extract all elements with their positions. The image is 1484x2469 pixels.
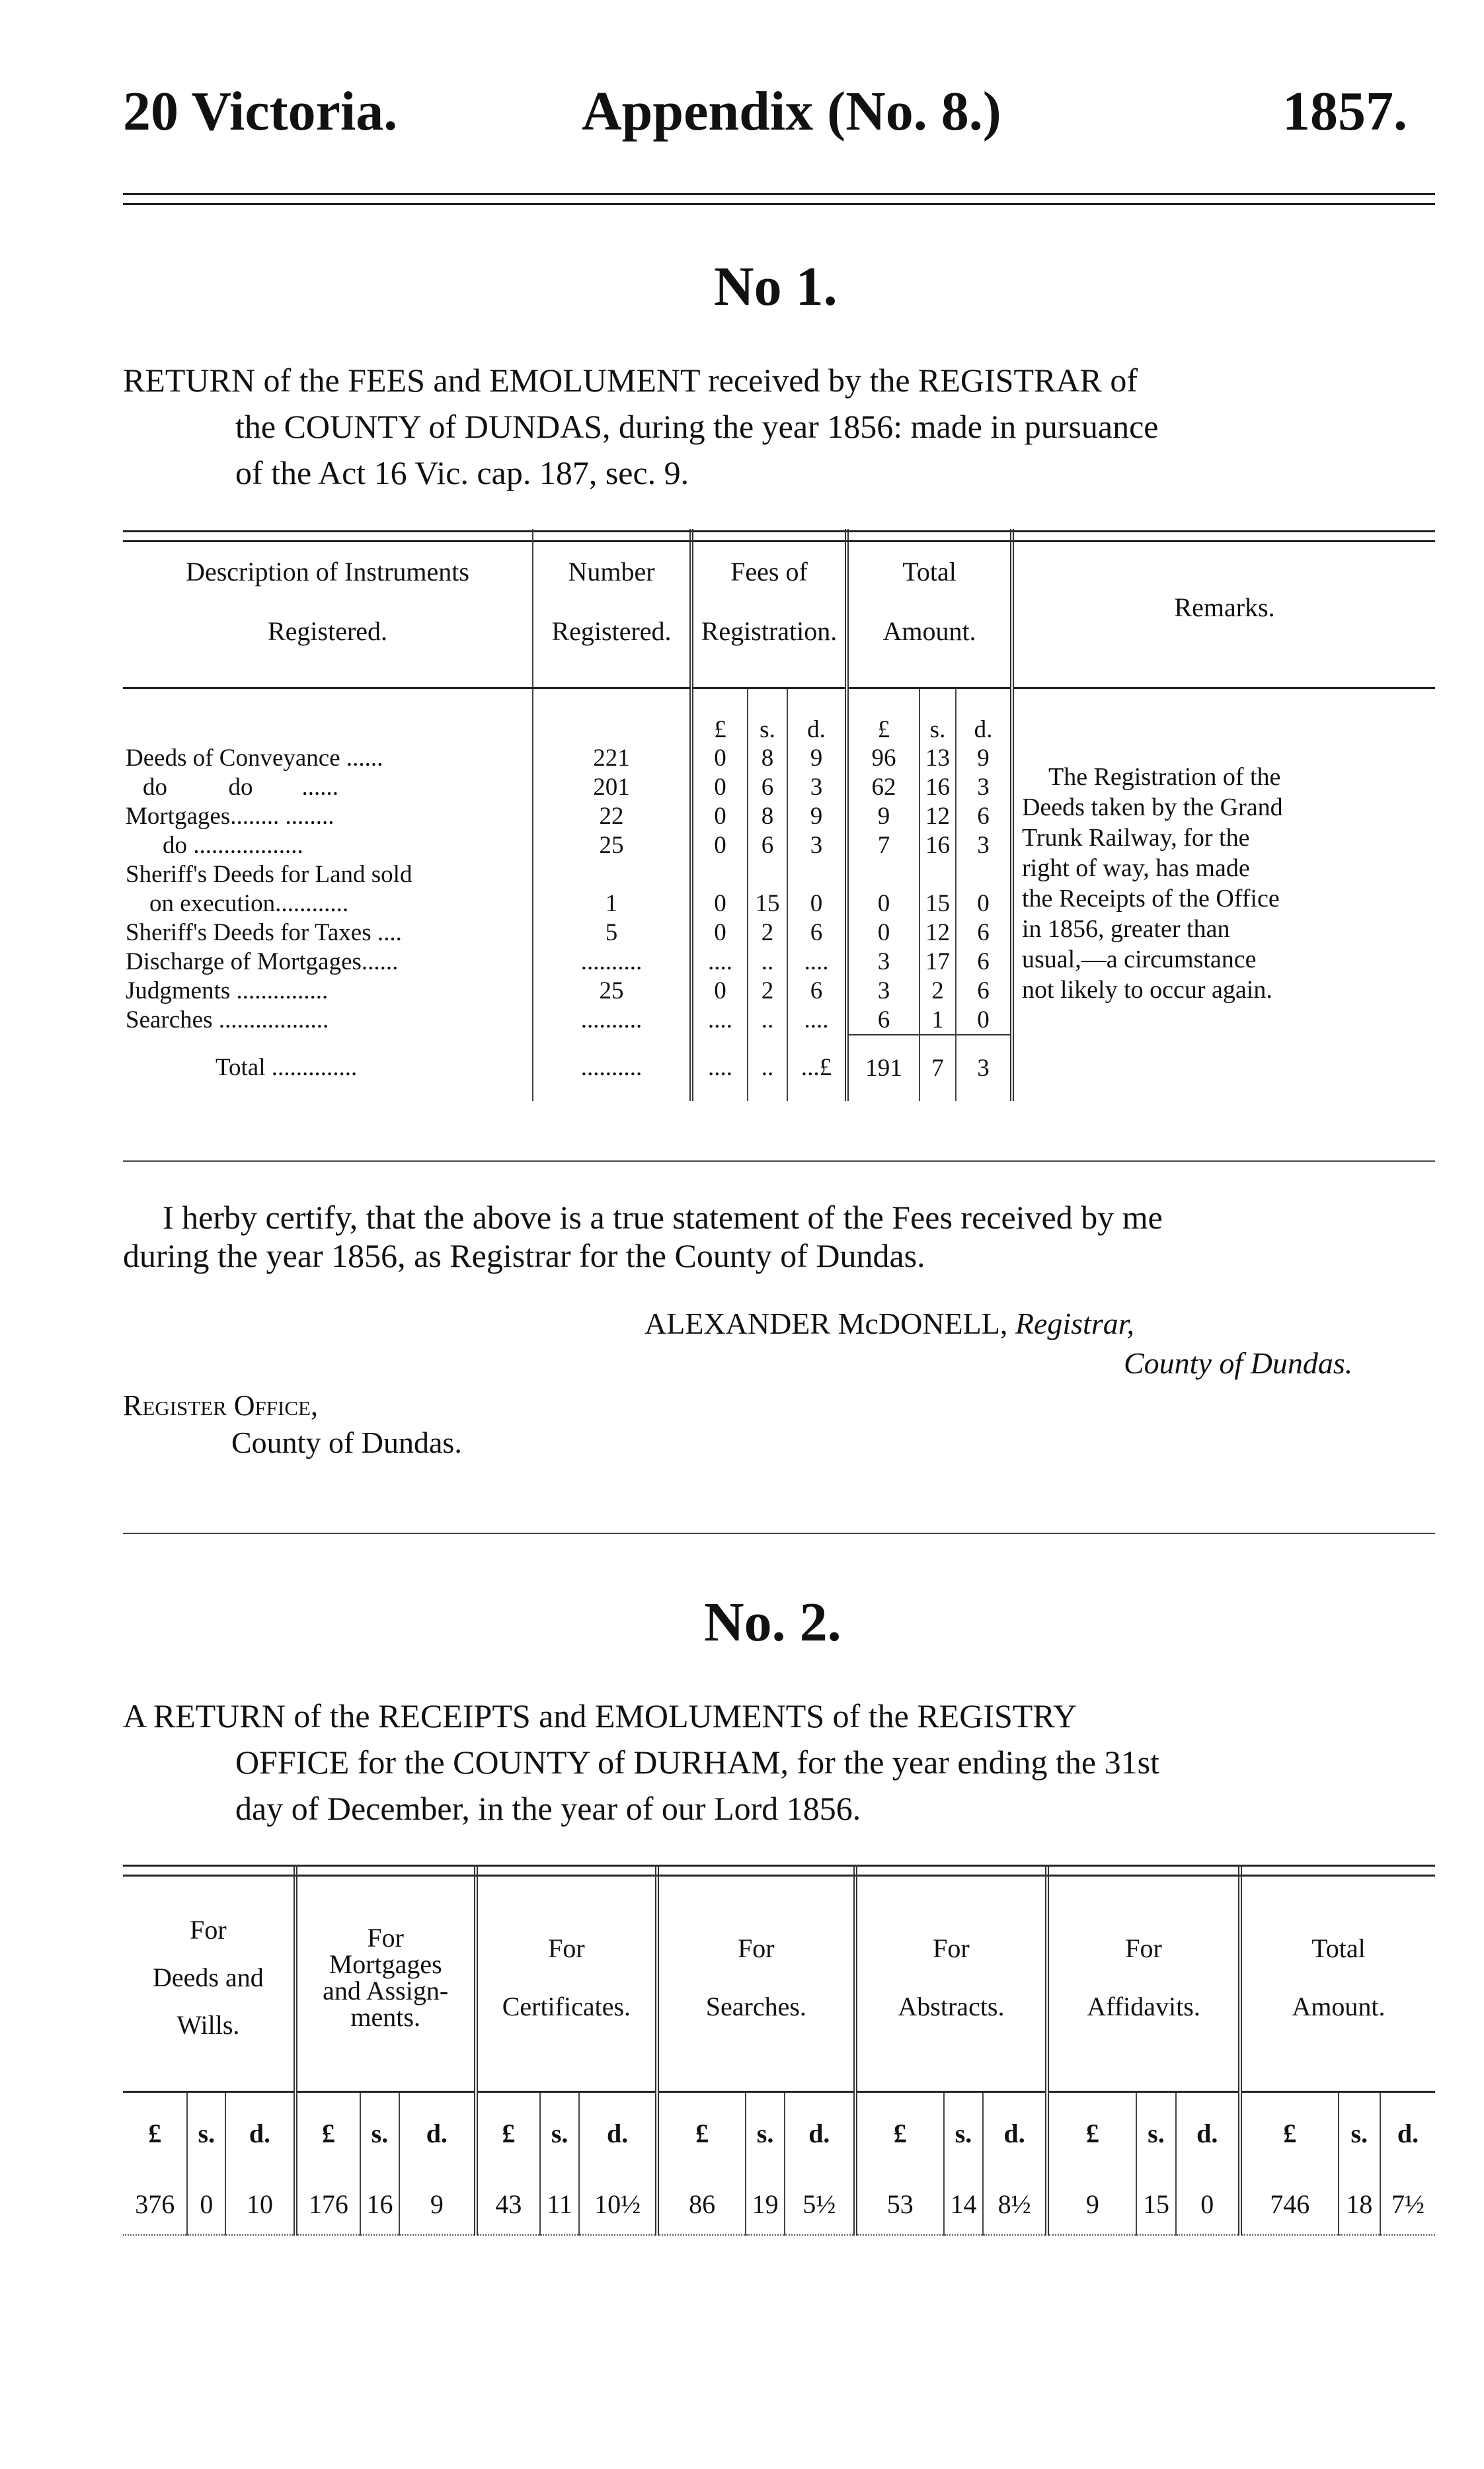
row-fee-s: .. bbox=[748, 1006, 787, 1035]
row-number: 22 bbox=[533, 802, 691, 831]
row-fee-s: 6 bbox=[748, 831, 787, 860]
receipts-table bbox=[123, 1865, 1435, 2236]
unit-shilling: s. bbox=[540, 2092, 579, 2174]
section2-intro-line2: OFFICE for the COUNTY of DURHAM, for the year ending the 31st bbox=[235, 1744, 1159, 1781]
unit-shilling: s. bbox=[919, 688, 956, 744]
unit-pence: d. bbox=[1176, 2092, 1240, 2174]
row-fee-s: 8 bbox=[748, 802, 787, 831]
row-desc: Discharge of Mortgages...... bbox=[123, 948, 533, 977]
signature-title: Registrar, bbox=[1015, 1307, 1135, 1340]
unit-pence: d. bbox=[225, 2092, 295, 2174]
unit-pound: £ bbox=[476, 2092, 540, 2174]
section1-intro-line3: of the Act 16 Vic. cap. 187, sec. 9. bbox=[235, 454, 689, 491]
col-certificates bbox=[476, 1865, 658, 2092]
row-fee-d: .... bbox=[787, 1006, 847, 1035]
col-number-line1: Number bbox=[568, 557, 655, 587]
row-fee-d: 0 bbox=[787, 889, 847, 918]
row-desc: on execution............ bbox=[123, 889, 533, 918]
row-tot-l: 6 bbox=[847, 1006, 919, 1035]
unit-pound: £ bbox=[123, 2092, 187, 2174]
col-mortgages-line2: Mortgages bbox=[329, 1949, 442, 1979]
section1-intro bbox=[123, 357, 1435, 496]
abstracts-shillings: 14 bbox=[944, 2173, 983, 2235]
row-fee-l bbox=[691, 860, 748, 889]
remarks-line: Trunk Railway, for the bbox=[1022, 823, 1250, 852]
row-desc: Sheriff's Deeds for Taxes .... bbox=[123, 918, 533, 948]
abstracts-pence: 8½ bbox=[983, 2173, 1047, 2235]
section2-intro bbox=[123, 1693, 1435, 1832]
row-fee-l: .... bbox=[691, 1006, 748, 1035]
row-tot-d: 3 bbox=[956, 773, 1012, 802]
row-number: 1 bbox=[533, 889, 691, 918]
row-fee-d bbox=[787, 860, 847, 889]
col-deeds-wills-line1: For bbox=[190, 1915, 227, 1945]
total-tot-d: 3 bbox=[956, 1035, 1012, 1101]
col-mortgages bbox=[295, 1865, 476, 2092]
row-tot-l: 62 bbox=[847, 773, 919, 802]
col-fees-line1: Fees of bbox=[730, 557, 808, 587]
col-affidavits bbox=[1047, 1865, 1240, 2092]
section-divider bbox=[123, 1533, 1435, 1534]
total-tot-l: 191 bbox=[847, 1035, 919, 1101]
col-abstracts-line2: Abstracts. bbox=[898, 1992, 1005, 2021]
remarks-cell bbox=[1012, 688, 1435, 1035]
unit-pound: £ bbox=[691, 688, 748, 744]
cert-line2: during the year 1856, as Registrar for the County of Dundas. bbox=[123, 1237, 925, 1274]
row-fee-d: 3 bbox=[787, 831, 847, 860]
row-tot-d: 9 bbox=[956, 744, 1012, 773]
row-fee-l: .... bbox=[691, 948, 748, 977]
office-line2: County of Dundas. bbox=[231, 1426, 462, 1459]
col-total-line2: Amount. bbox=[882, 616, 976, 646]
row-number: 201 bbox=[533, 773, 691, 802]
row-desc: do do ...... bbox=[123, 773, 533, 802]
signature-county: County of Dundas. bbox=[1124, 1346, 1353, 1380]
row-tot-l: 9 bbox=[847, 802, 919, 831]
total-fee-s: .. bbox=[748, 1035, 787, 1101]
col-total-amount-line1: Total bbox=[1311, 1933, 1366, 1963]
row-tot-s: 16 bbox=[919, 773, 956, 802]
col-total-amount bbox=[1240, 1865, 1435, 2092]
unit-pence: d. bbox=[956, 688, 1012, 744]
unit-shilling: s. bbox=[944, 2092, 983, 2174]
signature bbox=[644, 1306, 1134, 1341]
section1-title: No 1. bbox=[714, 256, 838, 317]
row-fee-l: 0 bbox=[691, 744, 748, 773]
unit-pound: £ bbox=[847, 688, 919, 744]
row-desc: do .................. bbox=[123, 831, 533, 860]
row-tot-l: 96 bbox=[847, 744, 919, 773]
unit-pound: £ bbox=[855, 2092, 944, 2174]
col-abstracts-line1: For bbox=[933, 1933, 970, 1963]
col-total bbox=[847, 529, 1012, 688]
row-fee-d: 6 bbox=[787, 918, 847, 948]
total-shillings: 18 bbox=[1339, 2173, 1381, 2235]
row-desc: Searches .................. bbox=[123, 1006, 533, 1035]
row-fee-s: 8 bbox=[748, 744, 787, 773]
col-description bbox=[123, 529, 533, 688]
row-number: 25 bbox=[533, 831, 691, 860]
col-deeds-wills-line3: Wills. bbox=[176, 2010, 240, 2040]
row-tot-s: 15 bbox=[919, 889, 956, 918]
total-tot-s: 7 bbox=[919, 1035, 956, 1101]
remarks-line: usual,—a circumstance bbox=[1022, 945, 1257, 973]
total-fee-d: ...£ bbox=[787, 1035, 847, 1101]
row-number: 5 bbox=[533, 918, 691, 948]
row-desc: Deeds of Conveyance ...... bbox=[123, 744, 533, 773]
table1-bottom-rule bbox=[123, 1160, 1435, 1162]
remarks-line: The Registration of the bbox=[1048, 762, 1281, 791]
row-number: 221 bbox=[533, 744, 691, 773]
row-number bbox=[533, 860, 691, 889]
col-affidavits-line2: Affidavits. bbox=[1087, 1992, 1200, 2021]
mortgages-shillings: 16 bbox=[360, 2173, 399, 2235]
row-tot-l: 0 bbox=[847, 889, 919, 918]
row-tot-d: 0 bbox=[956, 1006, 1012, 1035]
row-fee-s: 6 bbox=[748, 773, 787, 802]
unit-pound: £ bbox=[1240, 2092, 1339, 2174]
unit-pence: d. bbox=[1397, 2118, 1419, 2148]
mortgages-pounds: 176 bbox=[295, 2173, 360, 2235]
col-deeds-wills bbox=[123, 1865, 295, 2092]
row-desc: Mortgages........ ........ bbox=[123, 802, 533, 831]
row-fee-s: 2 bbox=[748, 977, 787, 1006]
certificates-pounds: 43 bbox=[476, 2173, 540, 2235]
affidavits-shillings: 15 bbox=[1136, 2173, 1175, 2235]
row-fee-l: 0 bbox=[691, 773, 748, 802]
col-total-amount-line2: Amount. bbox=[1292, 1992, 1386, 2021]
total-remarks-spacer bbox=[1012, 1035, 1435, 1101]
col-certificates-line2: Certificates. bbox=[502, 1992, 631, 2021]
section2-intro-line3: day of December, in the year of our Lord 1856. bbox=[235, 1790, 861, 1827]
unit-pence: d. bbox=[785, 2092, 855, 2174]
row-number: .......... bbox=[533, 1006, 691, 1035]
unit-pence: d. bbox=[983, 2092, 1047, 2174]
col-description-line2: Registered. bbox=[267, 616, 388, 646]
col-abstracts bbox=[855, 1865, 1048, 2092]
signature-name: ALEXANDER McDONELL, bbox=[644, 1307, 1008, 1340]
header-left: 20 Victoria. bbox=[123, 81, 398, 142]
unit-pence: d. bbox=[579, 2092, 657, 2174]
unit-shilling: s. bbox=[187, 2092, 225, 2174]
col-mortgages-line3: and Assign- bbox=[323, 1976, 449, 2005]
col-mortgages-line1: For bbox=[367, 1923, 404, 1953]
row-tot-s: 16 bbox=[919, 831, 956, 860]
row-fee-l: 0 bbox=[691, 918, 748, 948]
row-tot-d: 0 bbox=[956, 889, 1012, 918]
row-fee-d: 6 bbox=[787, 977, 847, 1006]
row-tot-l bbox=[847, 860, 919, 889]
header-rule bbox=[123, 193, 1435, 205]
row-fee-s: 2 bbox=[748, 918, 787, 948]
row-tot-s: 17 bbox=[919, 948, 956, 977]
total-row bbox=[123, 1035, 1435, 1101]
header-center: Appendix (No. 8.) bbox=[582, 81, 1001, 142]
cert-line1: I herby certify, that the above is a true statement of the Fees received by me bbox=[163, 1199, 1163, 1236]
row-tot-d: 6 bbox=[956, 948, 1012, 977]
total-fee-l: .... bbox=[691, 1035, 748, 1101]
row-tot-d: 6 bbox=[956, 802, 1012, 831]
row-fee-d: .... bbox=[787, 948, 847, 977]
unit-pound: £ bbox=[295, 2092, 360, 2174]
deeds-pence: 10 bbox=[225, 2173, 295, 2235]
row-tot-l: 3 bbox=[847, 948, 919, 977]
row-desc: Judgments ............... bbox=[123, 977, 533, 1006]
row-tot-d: 3 bbox=[956, 831, 1012, 860]
row-tot-d: 6 bbox=[956, 977, 1012, 1006]
col-searches-line1: For bbox=[738, 1933, 775, 1963]
remarks-line: not likely to occur again. bbox=[1022, 975, 1272, 1004]
affidavits-pence: 0 bbox=[1176, 2173, 1240, 2235]
row-fee-s: 15 bbox=[748, 889, 787, 918]
row-tot-d bbox=[956, 860, 1012, 889]
fees-table bbox=[123, 529, 1435, 1101]
certification bbox=[123, 1198, 1435, 1275]
unit-pence: d. bbox=[787, 688, 847, 744]
row-fee-d: 9 bbox=[787, 802, 847, 831]
col-affidavits-line1: For bbox=[1125, 1933, 1162, 1963]
row-number: .......... bbox=[533, 948, 691, 977]
remarks-line: the Receipts of the Office bbox=[1022, 884, 1280, 912]
header-right: 1857. bbox=[1282, 81, 1407, 142]
total-pence: 7½ bbox=[1391, 2189, 1425, 2219]
row-tot-s bbox=[919, 860, 956, 889]
units-spacer bbox=[533, 688, 691, 744]
row-tot-d: 6 bbox=[956, 918, 1012, 948]
row-tot-s: 12 bbox=[919, 802, 956, 831]
remarks-line: Deeds taken by the Grand bbox=[1022, 793, 1283, 821]
col-description-line1: Description of Instruments bbox=[186, 557, 469, 587]
row-tot-l: 3 bbox=[847, 977, 919, 1006]
unit-pence: d. bbox=[399, 2092, 476, 2174]
row-tot-l: 0 bbox=[847, 918, 919, 948]
total-pounds: 746 bbox=[1240, 2173, 1339, 2235]
col-certificates-line1: For bbox=[548, 1933, 585, 1963]
unit-shilling: s. bbox=[748, 688, 787, 744]
table-row bbox=[123, 2173, 1435, 2235]
total-number: .......... bbox=[533, 1035, 691, 1101]
certificates-shillings: 11 bbox=[540, 2173, 579, 2235]
row-tot-l: 7 bbox=[847, 831, 919, 860]
section2-title: No. 2. bbox=[704, 1592, 841, 1653]
unit-shilling: s. bbox=[1339, 2092, 1381, 2174]
row-number: 25 bbox=[533, 977, 691, 1006]
row-fee-l: 0 bbox=[691, 802, 748, 831]
unit-shilling: s. bbox=[746, 2092, 785, 2174]
certificates-pence: 10½ bbox=[579, 2173, 657, 2235]
col-deeds-wills-line2: Deeds and bbox=[153, 1963, 264, 1992]
mortgages-pence: 9 bbox=[399, 2173, 476, 2235]
col-number-line2: Registered. bbox=[551, 616, 672, 646]
deeds-shillings: 0 bbox=[187, 2173, 225, 2235]
unit-shilling: s. bbox=[1136, 2092, 1175, 2174]
col-remarks: Remarks. bbox=[1174, 592, 1275, 623]
unit-pound: £ bbox=[1047, 2092, 1136, 2174]
row-tot-s: 1 bbox=[919, 1006, 956, 1035]
section1-intro-line1: RETURN of the FEES and EMOLUMENT received by the REGISTRAR of bbox=[123, 362, 1138, 399]
row-fee-l: 0 bbox=[691, 889, 748, 918]
section1-intro-line2: the COUNTY of DUNDAS, during the year 1856: made in pursuance bbox=[235, 408, 1159, 445]
unit-pound: £ bbox=[657, 2092, 746, 2174]
row-tot-s: 12 bbox=[919, 918, 956, 948]
col-mortgages-line4: ments. bbox=[350, 2002, 420, 2032]
searches-pounds: 86 bbox=[657, 2173, 746, 2235]
row-fee-d: 9 bbox=[787, 744, 847, 773]
remarks-line: right of way, has made bbox=[1022, 854, 1250, 882]
total-label: Total .............. bbox=[123, 1035, 533, 1101]
searches-shillings: 19 bbox=[746, 2173, 785, 2235]
col-number bbox=[533, 529, 691, 688]
units-spacer bbox=[123, 688, 533, 744]
row-fee-d: 3 bbox=[787, 773, 847, 802]
row-fee-s bbox=[748, 860, 787, 889]
col-fees bbox=[691, 529, 847, 688]
searches-pence: 5½ bbox=[785, 2173, 855, 2235]
col-fees-line2: Registration. bbox=[701, 616, 838, 646]
row-fee-l: 0 bbox=[691, 977, 748, 1006]
row-fee-s: .. bbox=[748, 948, 787, 977]
row-tot-s: 13 bbox=[919, 744, 956, 773]
col-total-line1: Total bbox=[902, 557, 957, 587]
row-desc: Sheriff's Deeds for Land sold bbox=[123, 860, 533, 889]
deeds-pounds: 376 bbox=[123, 2173, 187, 2235]
col-searches-line2: Searches. bbox=[705, 1992, 806, 2021]
row-tot-s: 2 bbox=[919, 977, 956, 1006]
col-searches bbox=[657, 1865, 855, 2092]
section2-intro-line1: A RETURN of the RECEIPTS and EMOLUMENTS of the REGISTRY bbox=[123, 1697, 1077, 1734]
row-fee-l: 0 bbox=[691, 831, 748, 860]
remarks-line: in 1856, greater than bbox=[1022, 914, 1230, 943]
affidavits-pounds: 9 bbox=[1047, 2173, 1136, 2235]
abstracts-pounds: 53 bbox=[855, 2173, 944, 2235]
office-line1: Register Office, bbox=[123, 1389, 318, 1422]
unit-shilling: s. bbox=[360, 2092, 399, 2174]
